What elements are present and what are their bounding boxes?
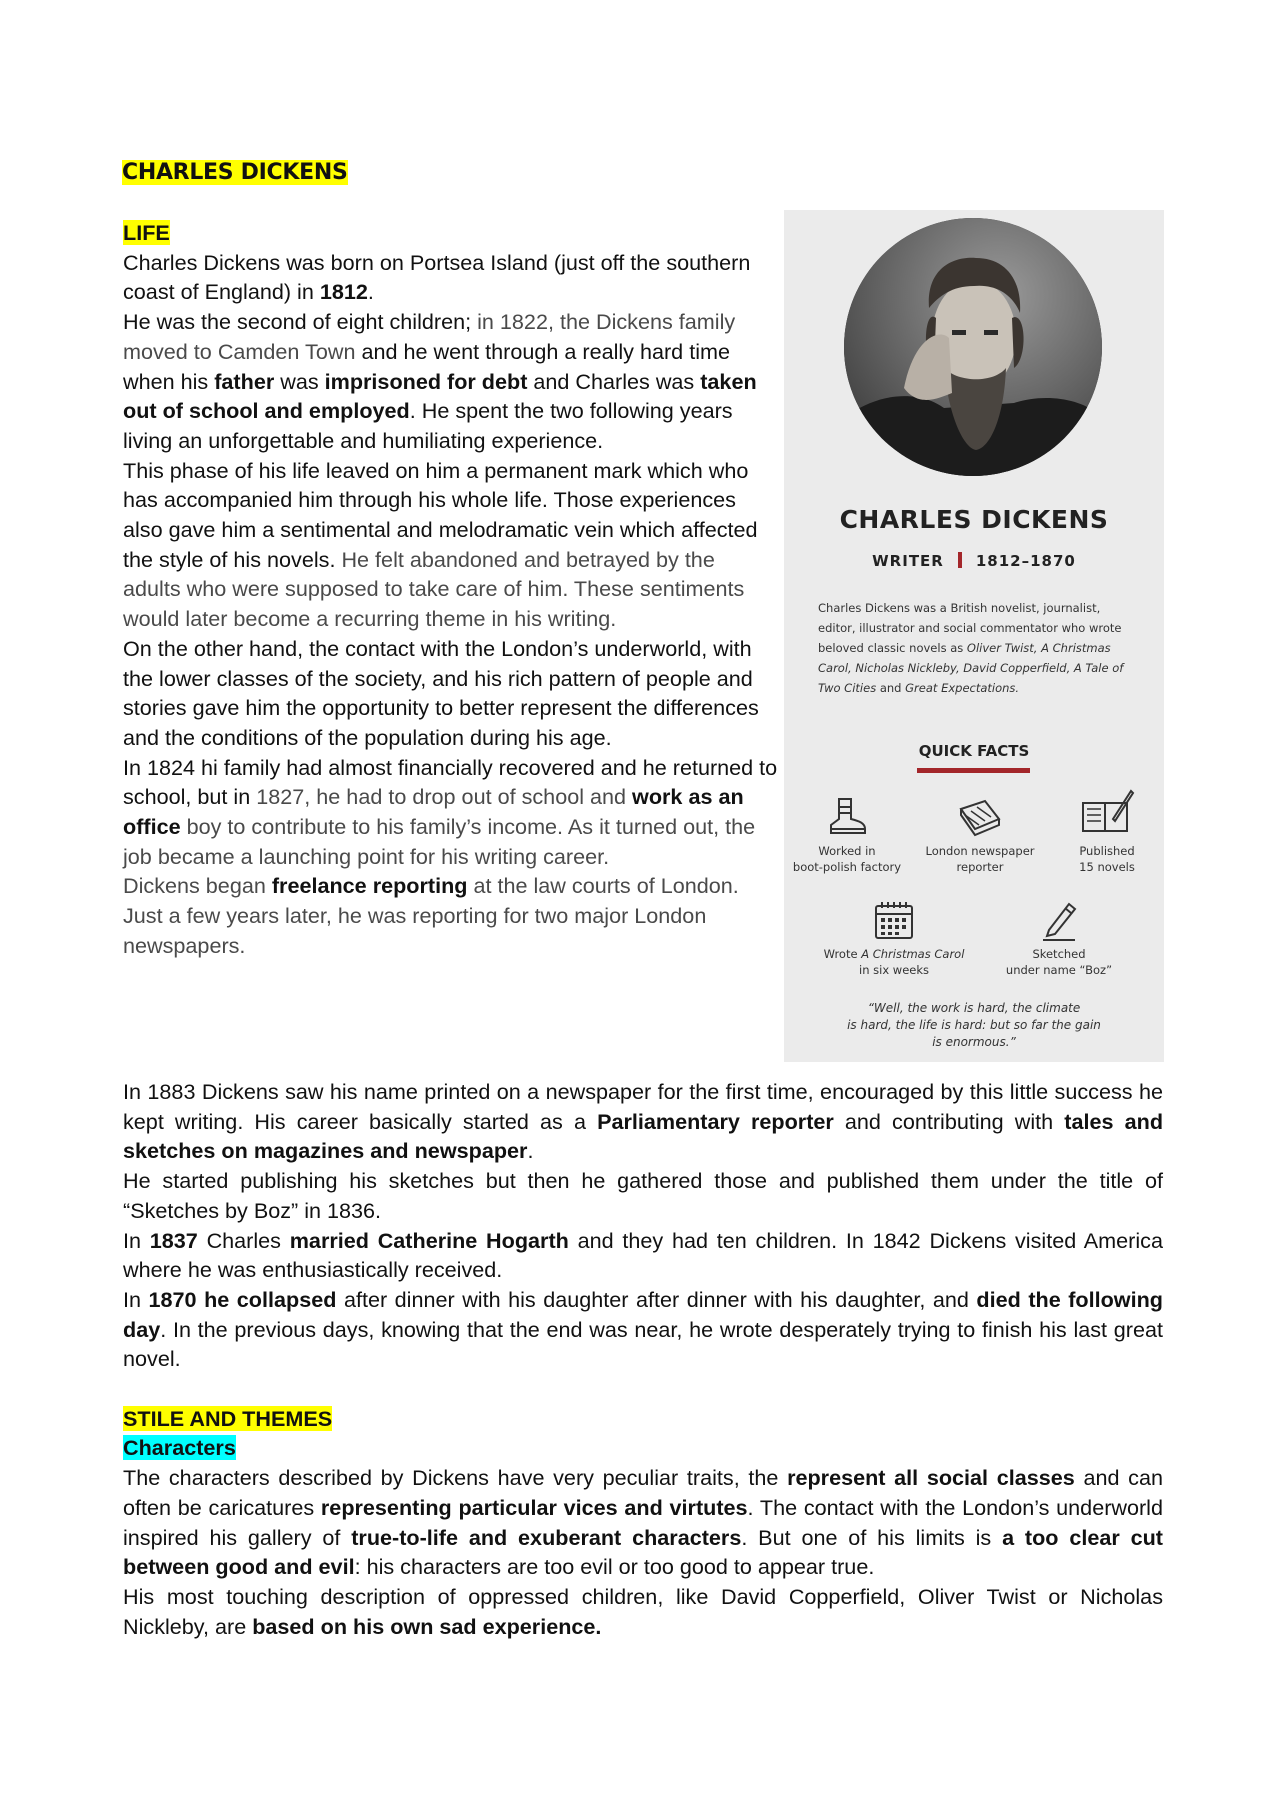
career-section xyxy=(123,1077,1163,1641)
fact-christmas-carol: Wrote A Christmas Carol in six weeks xyxy=(814,898,974,978)
life-heading: LIFE xyxy=(123,220,170,245)
life-paragraph-impact: This phase of his life leaved on him a permanent mark which who has accompanied him through his whole life. Those experiences also gave him a sentimental and melodramatic vein which affected the style of his novels. He felt abandoned and betrayed by the adults who were supposed to take care of him. These sentiments would later become a recurring theme in his writing. xyxy=(123,457,758,632)
infographic-role: WRITER 1812–1870 xyxy=(872,552,1076,570)
life-paragraph-childhood: He was the second of eight children; in 1822, the Dickens family moved to Camden Town and he went through a really hard time when his father was imprisoned for debt and Charles was taken out of school and employed. He spent the two following years living an unforgettable and humiliating experience. xyxy=(123,309,757,453)
book-icon xyxy=(1079,785,1135,839)
dickens-portrait xyxy=(844,218,1102,476)
role-divider xyxy=(958,552,962,568)
career-paragraph-boz: He started publishing his sketches but then he gathered those and published them under the title of “Sketches by Boz” in 1836. xyxy=(123,1168,1163,1223)
infographic-description: Charles Dickens was a British novelist, journalist, editor, illustrator and social commentator who wrote beloved classic novels as Oliver Twist, A Christmas Carol, Nicholas Nickleby, David Copperfield, A Tale of Two Cities and Great Expectations. xyxy=(818,601,1124,695)
life-paragraph-school: In 1824 hi family had almost financially recovered and he returned to school, but in 1827, he had to drop out of school and work as an office boy to contribute to his family’s income. As it turned out, the job became a launching point for his writing career. xyxy=(123,754,778,869)
career-paragraph-start: In 1883 Dickens saw his name printed on a newspaper for the first time, encouraged by this little success he kept writing. His career basically started as a Parliamentary reporter and contributing with tales and sketches on magazines and newspaper. xyxy=(123,1079,1164,1164)
pencil-icon xyxy=(1037,898,1081,942)
fact-book: Published 15 novels xyxy=(1050,785,1164,875)
characters-heading: Characters xyxy=(123,1435,236,1461)
quick-facts-title: QUICK FACTS xyxy=(918,742,1030,760)
characters-paragraph-traits: The characters described by Dickens have very peculiar traits, the represent all social classes and can often be caricatures representing particular vices and virtutes. The contact with the London’s underworld inspired his gallery of true-to-life and exuberant characters. But one of his limits is a too clear cut between good and evil: his characters are too evil or too good to appear true. xyxy=(123,1465,1163,1580)
life-paragraph-reporting: Dickens began freelance reporting at the law courts of London. Just a few years later, he was reporting for two major London newspapers. xyxy=(123,873,739,958)
calendar-icon xyxy=(872,898,916,942)
life-paragraph-underworld: On the other hand, the contact with the London’s underworld, with the lower classes of the society, and his rich pattern of people and stories gave him the opportunity to better represent the differences and the conditions of the population during his age. xyxy=(123,635,759,750)
boot-icon xyxy=(825,795,869,839)
newspaper-icon xyxy=(955,795,1005,839)
dickens-infographic xyxy=(784,210,1164,1062)
fact-newspaper: London newspaper reporter xyxy=(910,795,1050,875)
style-themes-heading: STILE AND THEMES xyxy=(123,1405,333,1431)
fact-boot: Worked in boot-polish factory xyxy=(784,795,910,875)
document-title: CHARLES DICKENS xyxy=(122,160,348,185)
life-section xyxy=(123,218,778,961)
life-paragraph-birth: Charles Dickens was born on Portsea Island (just off the southern coast of England) in 1812. xyxy=(123,249,751,305)
career-paragraph-death: In 1870 he collapsed after dinner with his daughter after dinner with his daughter, and died the following day. In the previous days, knowing that the end was near, he wrote desperately trying to finish his last great novel. xyxy=(123,1286,1163,1372)
career-paragraph-marriage: In 1837 Charles married Catherine Hogarth and they had ten children. In 1842 Dickens visited America where he was enthusiastically received. xyxy=(123,1227,1163,1283)
portrait-image xyxy=(844,218,1102,476)
dickens-quote: “Well, the work is hard, the climate is hard, the life is hard: but so far the gain is enormous.” xyxy=(847,1001,1101,1049)
characters-paragraph-children: His most touching description of oppressed children, like David Copperfield, Oliver Twist or Nicholas Nickleby, are based on his own sad experience. xyxy=(123,1583,1163,1639)
infographic-name: CHARLES DICKENS xyxy=(839,505,1109,534)
fact-boz: Sketched under name “Boz” xyxy=(984,898,1134,978)
quick-facts-underline xyxy=(917,768,1030,773)
